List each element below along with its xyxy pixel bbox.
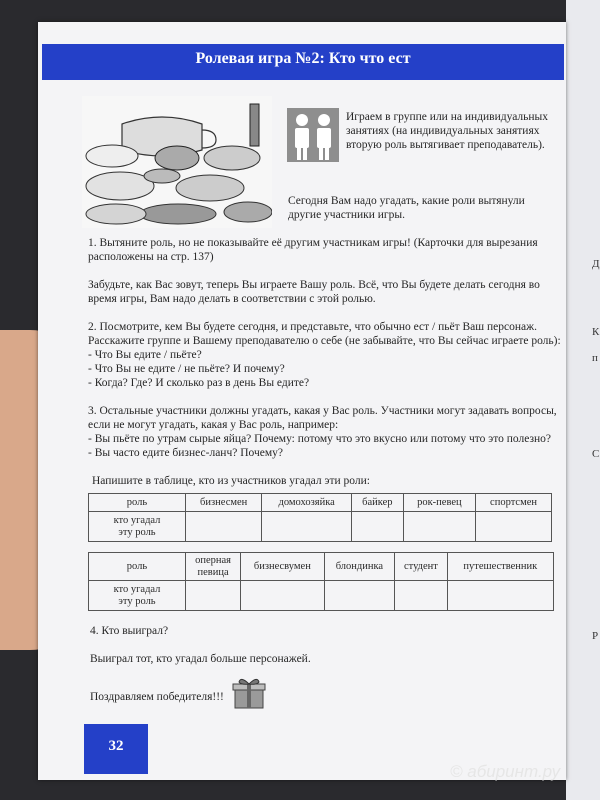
- role-cell: блондинка: [324, 553, 395, 581]
- table-header-cell: роль: [89, 553, 186, 581]
- step-text: - Что Вы не едите / не пьёте? И почему?: [88, 363, 285, 375]
- answer-cell[interactable]: [447, 581, 553, 611]
- answer-cell[interactable]: [186, 581, 241, 611]
- row-label-line: кто угадал: [113, 514, 161, 526]
- adjacent-text-fragment: К: [592, 326, 600, 338]
- roles-table-2: [88, 552, 554, 611]
- row-label-cell: [89, 512, 186, 542]
- adjacent-text-fragment: п: [592, 352, 598, 364]
- adjacent-page: [566, 0, 600, 800]
- step-text: 1. Вытяните роль, но не показывайте её другим участникам игры! (Карточки для вырезания: [88, 237, 538, 249]
- row-label-line: кто угадал: [113, 583, 161, 595]
- role-cell: бизнесмен: [186, 494, 262, 512]
- row-label-line: эту роль: [118, 595, 156, 607]
- question-4: 4. Кто выиграл?: [90, 625, 169, 637]
- food-illustration: [82, 96, 272, 228]
- step-text: - Вы часто едите бизнес-ланч? Почему?: [88, 447, 283, 459]
- role-cell: [186, 553, 241, 581]
- step-text: - Когда? Где? И сколько раз в день Вы едите?: [88, 377, 310, 389]
- row-label-line: эту роль: [118, 526, 156, 538]
- answer-cell[interactable]: [186, 512, 262, 542]
- role-cell: байкер: [351, 494, 403, 512]
- role-cell: спортсмен: [476, 494, 552, 512]
- intro-line: Играем в группе или на индивидуальных: [346, 111, 549, 123]
- intro-line: занятиях (на индивидуальных занятиях: [346, 125, 540, 137]
- step-text: Расскажите группе и Вашему преподавателю о себе (не забывайте, что Вы сейчас играете роль):: [88, 335, 561, 347]
- page-number: 32: [108, 738, 124, 754]
- answer-cell[interactable]: [262, 512, 352, 542]
- step-text: 2. Посмотрите, кем Вы будете сегодня, и представьте, что обычно ест / пьёт Ваш персонаж.: [88, 321, 537, 333]
- congrats-text: Поздравляем победителя!!!: [90, 691, 224, 703]
- page-number-box: [84, 724, 148, 774]
- step-text: время игры, Вам надо делать в соответствии с этой ролью.: [88, 293, 376, 305]
- adjacent-text-fragment: С: [592, 448, 600, 460]
- answer-cell[interactable]: [395, 581, 447, 611]
- adjacent-text-fragment: Д: [592, 258, 600, 270]
- answer-cell[interactable]: [241, 581, 325, 611]
- roles-table-1: [88, 493, 552, 542]
- role-cell: рок-певец: [403, 494, 475, 512]
- step-text: 3. Остальные участники должны угадать, какая у Вас роль. Участники могут задавать вопросы,: [88, 405, 557, 417]
- role-cell: путешественник: [447, 553, 553, 581]
- step-text: Забудьте, как Вас зовут, теперь Вы играете Вашу роль. Всё, что Вы будете делать сегодня во: [88, 279, 540, 291]
- role-cell-line: певица: [197, 566, 229, 578]
- step-text: если не могут угадать, какая у Вас роль, например:: [88, 419, 339, 431]
- role-cell-line: оперная: [195, 554, 231, 566]
- table-header-cell: роль: [89, 494, 186, 512]
- answer-cell[interactable]: [324, 581, 395, 611]
- intro-guess-line: Сегодня Вам надо угадать, какие роли вытянули: [288, 195, 525, 207]
- answer-cell[interactable]: [403, 512, 475, 542]
- role-cell: студент: [395, 553, 447, 581]
- table-intro: Напишите в таблице, кто из участников угадал эти роли:: [92, 475, 370, 487]
- intro-line: вторую роль вытягивает преподаватель).: [346, 139, 545, 151]
- step-text: - Что Вы едите / пьёте?: [88, 349, 202, 361]
- answer-cell[interactable]: [476, 512, 552, 542]
- role-cell: домохозяйка: [262, 494, 352, 512]
- role-cell: бизнесвумен: [241, 553, 325, 581]
- answer-cell[interactable]: [351, 512, 403, 542]
- two-people-icon: [287, 108, 339, 162]
- page-title: Ролевая игра №2: Кто что ест: [195, 50, 411, 67]
- adjacent-text-fragment: Р: [592, 630, 599, 642]
- intro-guess-line: другие участники игры.: [288, 209, 405, 221]
- gift-icon: [232, 676, 266, 710]
- step-text: расположены на стр. 137): [88, 251, 214, 263]
- row-label-cell: [89, 581, 186, 611]
- watermark: © абиринт.ру: [450, 762, 561, 781]
- title-band: [42, 44, 564, 80]
- step-text: - Вы пьёте по утрам сырые яйца? Почему: потому что это вкусно или потому что это полезно?: [88, 433, 551, 445]
- winner-text: Выиграл тот, кто угадал больше персонажей.: [90, 653, 311, 665]
